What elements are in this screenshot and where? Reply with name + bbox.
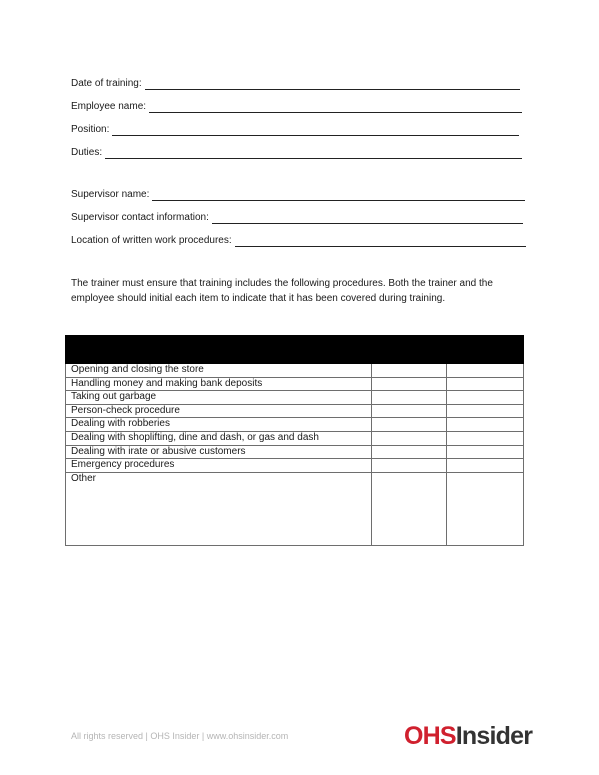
trainer-initial-cell[interactable] <box>371 377 447 391</box>
table-row <box>66 391 524 405</box>
field-supervisor-contact <box>71 212 523 224</box>
logo-insider-text: Insider <box>455 722 533 750</box>
procedure-label: Person-check procedure <box>66 404 372 418</box>
employee-initial-cell[interactable] <box>447 445 524 459</box>
field-supervisor-name <box>71 189 525 201</box>
employee-name-line[interactable] <box>149 103 522 113</box>
duties-line[interactable] <box>105 149 522 159</box>
footer-copyright: All rights reserved | OHS Insider | www.ohsinsider.com <box>71 731 289 741</box>
position-line[interactable] <box>112 126 519 136</box>
table-row-other <box>66 472 524 545</box>
date-of-training-label: Date of training: <box>71 78 142 89</box>
table-row <box>66 404 524 418</box>
table-row <box>66 418 524 432</box>
procedure-label: Dealing with irate or abusive customers <box>66 445 372 459</box>
trainer-initial-cell[interactable] <box>371 472 447 545</box>
table-row <box>66 364 524 378</box>
employee-initial-cell[interactable] <box>447 418 524 432</box>
trainer-initial-cell[interactable] <box>371 391 447 405</box>
employee-initial-cell[interactable] <box>447 404 524 418</box>
procedure-label[interactable]: Other <box>66 472 372 545</box>
employee-initial-cell[interactable] <box>447 377 524 391</box>
table-row <box>66 377 524 391</box>
procedure-label: Handling money and making bank deposits <box>66 377 372 391</box>
procedure-label: Emergency procedures <box>66 459 372 473</box>
trainer-initial-header-cell <box>371 336 447 364</box>
field-position <box>71 124 519 136</box>
procedure-label: Taking out garbage <box>66 391 372 405</box>
trainer-initial-cell[interactable] <box>371 459 447 473</box>
field-location-procedures <box>71 235 526 247</box>
supervisor-name-label: Supervisor name: <box>71 189 150 200</box>
employee-initial-cell[interactable] <box>447 472 524 545</box>
procedure-header-cell <box>66 336 372 364</box>
table-row <box>66 459 524 473</box>
duties-label: Duties: <box>71 147 103 158</box>
employee-initial-cell[interactable] <box>447 391 524 405</box>
employee-initial-cell[interactable] <box>447 459 524 473</box>
employee-name-label: Employee name: <box>71 101 147 112</box>
logo-ohs-text: OHS <box>404 722 456 750</box>
procedure-label: Dealing with robberies <box>66 418 372 432</box>
procedure-label: Dealing with shoplifting, dine and dash, or gas and dash <box>66 431 372 445</box>
field-employee-name <box>71 101 522 113</box>
trainer-initial-cell[interactable] <box>371 445 447 459</box>
position-label: Position: <box>71 124 110 135</box>
procedures-table <box>65 335 524 546</box>
employee-initial-cell[interactable] <box>447 364 524 378</box>
supervisor-contact-label: Supervisor contact information: <box>71 212 209 223</box>
trainer-initial-cell[interactable] <box>371 404 447 418</box>
supervisor-contact-line[interactable] <box>212 214 523 224</box>
ohs-insider-logo <box>404 722 532 751</box>
table-row <box>66 431 524 445</box>
procedure-label: Opening and closing the store <box>66 364 372 378</box>
trainer-initial-cell[interactable] <box>371 364 447 378</box>
field-duties <box>71 147 522 159</box>
location-procedures-label: Location of written work procedures: <box>71 235 232 246</box>
location-procedures-line[interactable] <box>235 237 526 247</box>
table-row <box>66 445 524 459</box>
trainer-initial-cell[interactable] <box>371 418 447 432</box>
employee-initial-header-cell <box>447 336 524 364</box>
trainer-initial-cell[interactable] <box>371 431 447 445</box>
instructions-text: The trainer must ensure that training includes the following procedures. Both the trainer and the employee should initial each item to indicate that it has been covered during training. <box>71 278 493 304</box>
date-of-training-line[interactable] <box>145 80 520 90</box>
field-date-of-training <box>71 78 520 90</box>
table-header-row <box>66 336 524 364</box>
employee-initial-cell[interactable] <box>447 431 524 445</box>
supervisor-name-line[interactable] <box>152 191 525 201</box>
